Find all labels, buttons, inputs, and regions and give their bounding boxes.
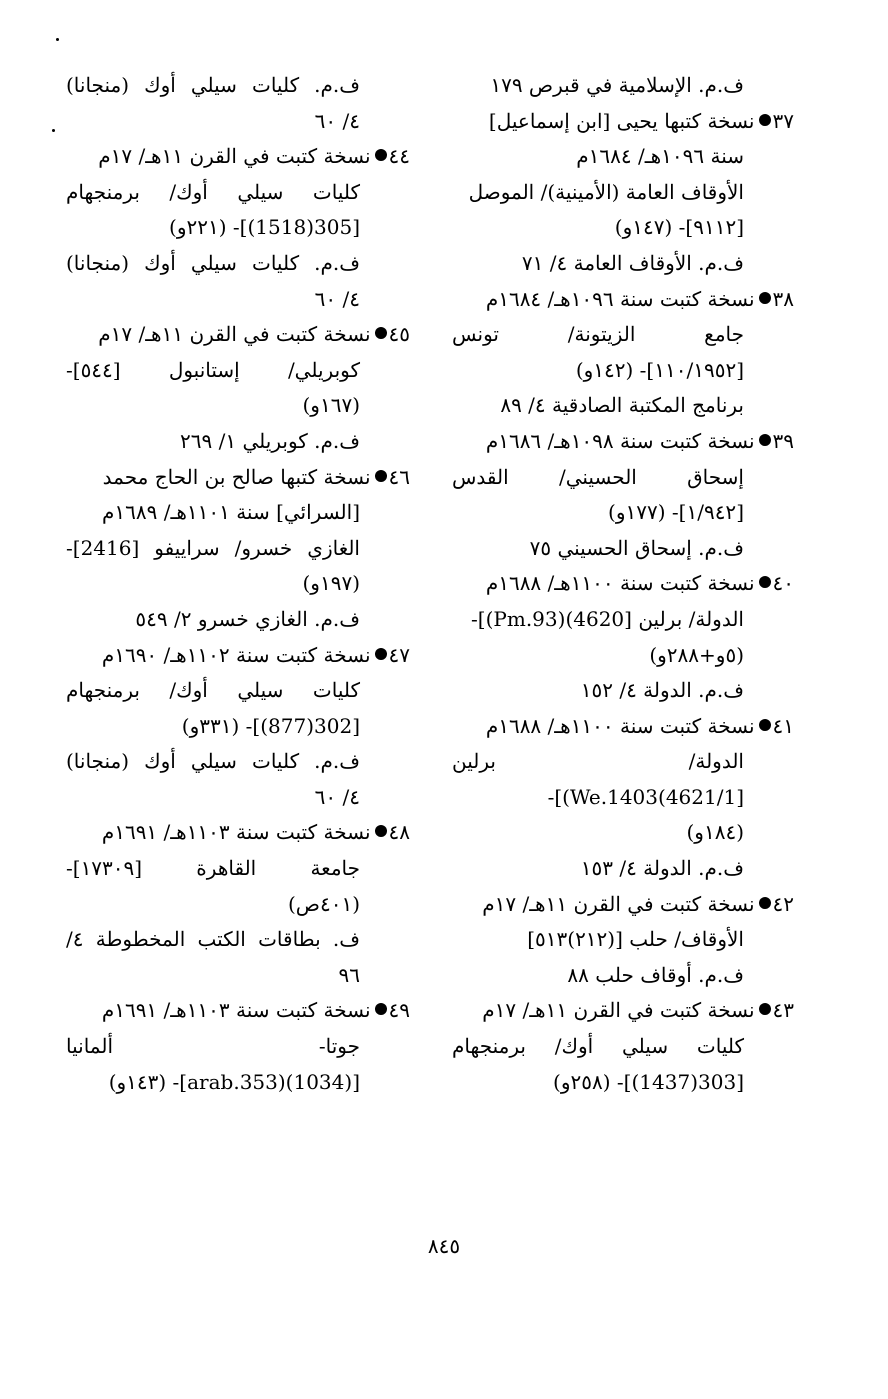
- catalog-reference: ف.م. كليات سيلي أوك (منجانا): [66, 250, 360, 275]
- entry-detail-line: جوتا- ألمانيا: [66, 1034, 360, 1059]
- entry-detail-line: (٥و+٢٨٨و): [649, 642, 744, 667]
- entry-number: ٤٠: [772, 571, 794, 596]
- entry-number: ٤٦: [388, 464, 410, 489]
- entry-detail-line: إسحاق الحسيني/ القدس: [452, 464, 744, 489]
- entry-detail-line: كليات سيلي أوك/ برمنجهام: [66, 179, 360, 204]
- catalog-reference: ف.م. أوقاف حلب ٨٨: [567, 962, 744, 987]
- bullet-icon: [759, 719, 771, 731]
- catalog-entry-heading: [452, 887, 794, 923]
- catalog-entry-heading: [66, 317, 410, 353]
- bullet-icon: [759, 576, 771, 588]
- entry-detail-line: (١٩٧و): [302, 571, 360, 596]
- entry-number: ٤٢: [772, 891, 794, 916]
- entry-detail-line: [303(1437)]- (٢٥٨و): [553, 1069, 744, 1094]
- entry-text: نسخة كتبت سنة ١١٠٠هـ/ ١٦٨٨م: [485, 571, 755, 596]
- entry-detail-line: ٤/ ٦٠: [314, 784, 360, 809]
- catalog-entry-heading: [452, 993, 794, 1029]
- entry-detail-line: (٤٠١ص): [287, 891, 360, 916]
- bullet-icon: [759, 1003, 771, 1015]
- page-number: ٨٤٥: [427, 1234, 461, 1258]
- catalog-entry-heading: [66, 638, 410, 674]
- bullet-icon: [375, 149, 387, 161]
- left-column: [66, 68, 410, 1100]
- entry-text: نسخة كتبت سنة ١١٠٢هـ/ ١٦٩٠م: [101, 642, 371, 667]
- catalog-entry-heading: [452, 424, 794, 460]
- catalog-reference: ف.م. الدولة ٤/ ١٥٣: [580, 856, 744, 881]
- entry-detail-line: [4621/1)We.1403)]-: [547, 784, 744, 809]
- entry-detail-line: الأوقاف العامة (الأمينية)/ الموصل: [468, 179, 744, 204]
- entry-text: نسخة كتبت سنة ١١٠٠هـ/ ١٦٨٨م: [485, 713, 755, 738]
- entry-detail-line: [302(877)]- (٣٣١و): [181, 713, 360, 738]
- catalog-entry-heading: [66, 139, 410, 175]
- entry-detail-line: [٩١١٢]- (١٤٧و): [614, 215, 744, 240]
- bullet-icon: [375, 327, 387, 339]
- entry-text: نسخة كتبها صالح بن الحاج محمد: [102, 464, 371, 489]
- right-column: [452, 68, 794, 1100]
- entry-text: نسخة كتبت سنة ١١٠٣هـ/ ١٦٩١م: [101, 998, 371, 1023]
- entry-detail-line: الدولة/ برلين [4620)(Pm.93)]-: [471, 606, 744, 631]
- entry-detail-line: (١٨٤و): [686, 820, 744, 845]
- entry-detail-line: [305(1518)]- (٢٢١و): [169, 215, 360, 240]
- entry-text: نسخة كتبت سنة ١١٠٣هـ/ ١٦٩١م: [101, 820, 371, 845]
- entry-detail-line: كليات سيلي أوك/ برمنجهام: [452, 1034, 744, 1059]
- bullet-icon: [759, 434, 771, 446]
- bullet-icon: [375, 470, 387, 482]
- entry-detail-line: [١/٩٤٢]- (١٧٧و): [608, 500, 744, 525]
- catalog-reference: ف.م. كليات سيلي أوك (منجانا): [66, 73, 360, 97]
- scan-speck: [56, 38, 59, 41]
- entry-text: نسخة كتبت سنة ١٠٩٨هـ/ ١٦٨٦م: [485, 428, 755, 453]
- bullet-icon: [375, 648, 387, 660]
- entry-detail-line: الأوقاف/ حلب [(٢١٢)٥١٣]: [527, 927, 744, 952]
- entry-detail-line: كوبريلي/ إستانبول [٥٤٤]-: [66, 357, 360, 382]
- entry-detail-line: [١١٠/١٩٥٢]- (١٤٢و): [575, 357, 744, 382]
- entry-detail-line: ٤/ ٦٠: [314, 286, 360, 311]
- catalog-entry-heading: [452, 709, 794, 745]
- catalog-reference: برنامج المكتبة الصادقية ٤/ ٨٩: [500, 393, 744, 418]
- bullet-icon: [759, 292, 771, 304]
- entry-number: ٣٩: [772, 428, 794, 453]
- catalog-entry-heading: [452, 104, 794, 140]
- entry-detail-line: جامعة القاهرة [١٧٣٠٩]-: [66, 856, 360, 881]
- entry-detail-line: ٤/ ٦٠: [314, 108, 360, 133]
- entry-text: نسخة كتبت في القرن ١١هـ/ ١٧م: [98, 144, 371, 169]
- entry-text: نسخة كتبت في القرن ١١هـ/ ١٧م: [482, 891, 755, 916]
- catalog-reference: ف.م. الأوقاف العامة ٤/ ٧١: [521, 250, 744, 275]
- catalog-reference: ف. بطاقات الكتب المخطوطة ٤/: [66, 927, 360, 952]
- catalog-entry-heading: [452, 282, 794, 318]
- catalog-reference: ف.م. الغازي خسرو ٢/ ٥٤٩: [135, 606, 360, 631]
- bullet-icon: [759, 114, 771, 126]
- entry-detail-line: (١٦٧و): [302, 393, 360, 418]
- entry-detail-line: [السرائي] سنة ١١٠١هـ/ ١٦٨٩م: [102, 500, 360, 525]
- entry-detail-line: جامع الزيتونة/ تونس: [452, 322, 744, 347]
- entry-detail-line: سنة ١٠٩٦هـ/ ١٦٨٤م: [576, 144, 744, 169]
- catalog-reference: ف.م. إسحاق الحسيني ٧٥: [529, 535, 744, 560]
- entry-number: ٤٩: [388, 998, 410, 1023]
- bullet-icon: [375, 825, 387, 837]
- entry-text: نسخة كتبت في القرن ١١هـ/ ١٧م: [482, 998, 755, 1023]
- catalog-reference: ف.م. كوبريلي ١/ ٢٦٩: [180, 428, 360, 453]
- entry-text: نسخة كتبت في القرن ١١هـ/ ١٧م: [98, 322, 371, 347]
- catalog-entry-heading: [66, 815, 410, 851]
- catalog-reference: ف.م. الدولة ٤/ ١٥٢: [580, 678, 744, 703]
- scan-speck: [52, 129, 55, 132]
- entry-text: نسخة كتبها يحيى [ابن إسماعيل]: [488, 108, 755, 133]
- entry-detail-line: ٩٦: [338, 962, 360, 987]
- catalog-entry-heading: [66, 460, 410, 496]
- bullet-icon: [375, 1003, 387, 1015]
- catalog-entry-heading: [66, 993, 410, 1029]
- bullet-icon: [759, 897, 771, 909]
- entry-detail-line: الغازي خسرو/ سراييفو [2416]-: [66, 535, 360, 560]
- entry-number: ٤٧: [388, 642, 410, 667]
- entry-number: ٣٧: [772, 108, 794, 133]
- catalog-reference: ف.م. الإسلامية في قبرص ١٧٩: [490, 73, 744, 97]
- entry-number: ٣٨: [772, 286, 794, 311]
- entry-detail-line: [arab.353)(1034)]- (١٤٣و): [108, 1069, 360, 1094]
- catalog-reference: ف.م. كليات سيلي أوك (منجانا): [66, 749, 360, 774]
- entry-number: ٤٣: [772, 998, 794, 1023]
- entry-number: ٤٥: [388, 322, 410, 347]
- entry-number: ٤٨: [388, 820, 410, 845]
- catalog-entry-heading: [452, 566, 794, 602]
- entry-number: ٤١: [772, 713, 794, 738]
- entry-number: ٤٤: [388, 144, 410, 169]
- entry-text: نسخة كتبت سنة ١٠٩٦هـ/ ١٦٨٤م: [485, 286, 755, 311]
- entry-detail-line: الدولة/ برلين: [452, 749, 744, 774]
- entry-detail-line: كليات سيلي أوك/ برمنجهام: [66, 678, 360, 703]
